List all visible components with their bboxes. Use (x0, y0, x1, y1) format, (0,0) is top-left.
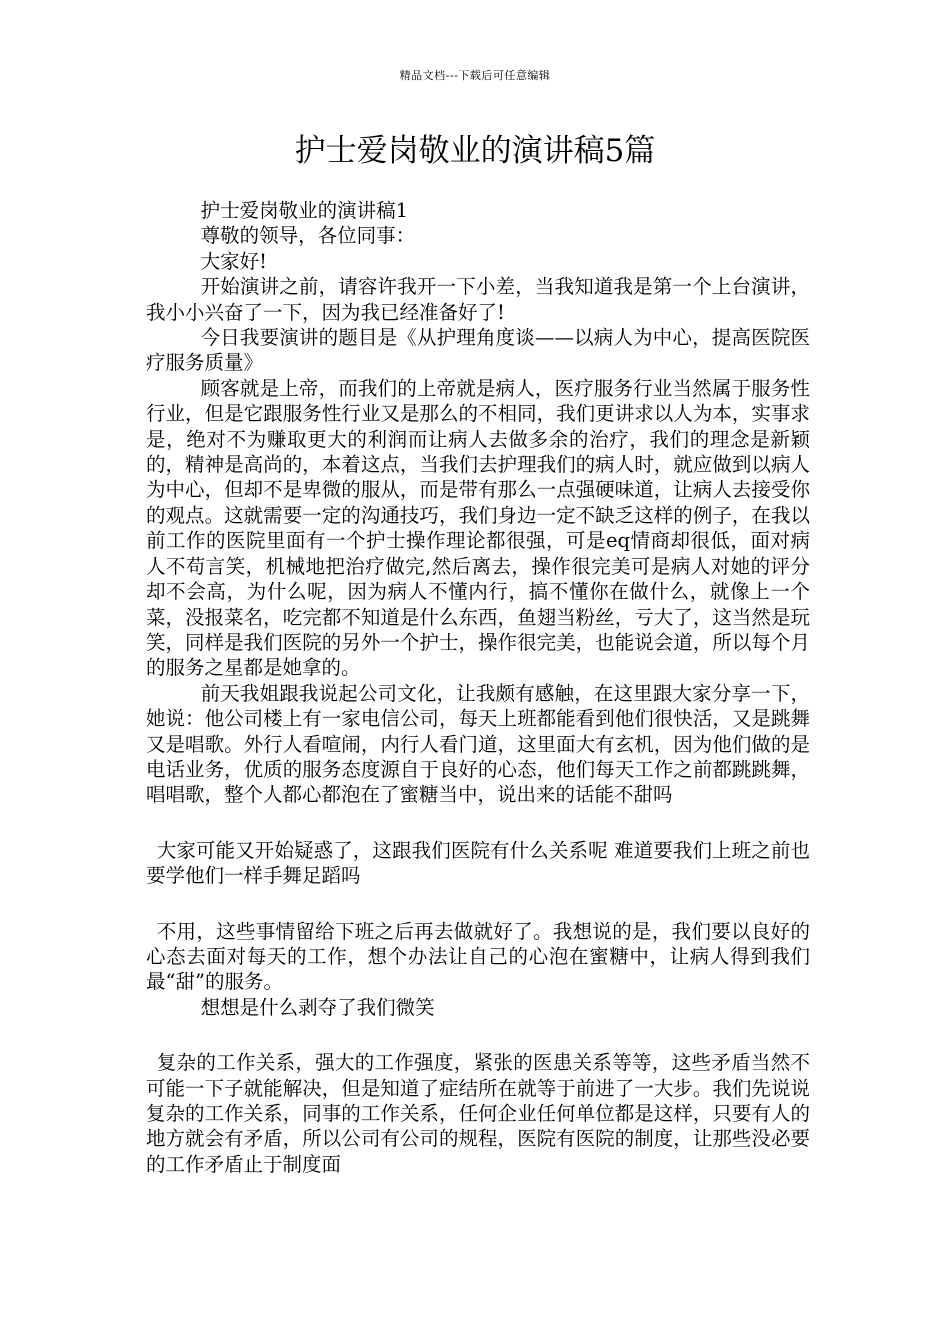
paragraph: 不用，这些事情留给下班之后再去做就好了。我想说的是，我们要以良好的心态去面对每天的工作，想个办法让自己的心泡在蜜糖中，让病人得到我们最“甜”的服务。 (146, 919, 810, 994)
paragraph: 复杂的工作关系，强大的工作强度，紧张的医患关系等等，这些矛盾当然不可能一下子就能解决，但是知道了症结所在就等于前进了一大步。我们先说说复杂的工作关系，同事的工作关系，任何企业任何单位都是这样，只要有人的地方就会有矛盾，所以公司有公司的规程，医院有医院的制度，让那些没必要的工作矛盾止于制度面 (146, 1051, 810, 1176)
salutation: 尊敬的领导，各位同事： (200, 224, 416, 248)
document-body (146, 198, 810, 1177)
section-heading: 护士爱岗敬业的演讲稿1 (200, 199, 409, 222)
paragraph: 顾客就是上帝，而我们的上帝就是病人，医疗服务行业当然属于服务性行业，但是它跟服务性行业又是那么的不相同，我们更讲求以人为本，实事求是，绝对不为赚取更大的利润而让病人去做多余的治疗，我们的理念是新颖的，精神是高尚的，本着这点，当我们去护理我们的病人时，就应做到以病人为中心，但却不是卑微的服从，而是带有那么一点强硬味道，让病人去接受你的观点。这就需要一定的沟通技巧，我们身边一定不缺乏这样的例子，在我以前工作的医院里面有一个护士操作理论都很强，可是eq情商却很低，面对病人不苟言笑，机械地把治疗做完,然后离去，操作很完美可是病人对她的评分却不会高，为什么呢，因为病人不懂内行，搞不懂你在做什么，就像上一个菜，没报菜名，吃完都不知道是什么东西，鱼翅当粉丝，亏大了，这当然是玩笑，同样是我们医院的另外一个护士，操作很完美，也能说会道，所以每个月的服务之星都是她拿的。 (146, 376, 810, 680)
header-note: 精品文档---下载后可任意编辑 (399, 69, 551, 82)
document-title: 护士爱岗敬业的演讲稿5篇 (294, 133, 656, 169)
paragraph: 开始演讲之前，请容许我开一下小差，当我知道我是第一个上台演讲，我小小兴奋了一下，因为我已经准备好了! (146, 275, 810, 324)
paragraph: 今日我要演讲的题目是《从护理角度谈——以病人为中心，提高医院医疗服务质量》 (146, 326, 810, 375)
greeting: 大家好! (200, 249, 267, 273)
paragraph: 前天我姐跟我说起公司文化，让我颇有感触，在这里跟大家分享一下，她说：他公司楼上有一家电信公司，每天上班都能看到他们很快活，又是跳舞又是唱歌。外行人看喧闹，内行人看门道，这里面大有玄机，因为他们做的是电话业务，优质的服务态度源自于良好的心态，他们每天工作之前都跳跳舞，唱唱歌，整个人都心都泡在了蜜糖当中，说出来的话能不甜吗 (146, 681, 810, 807)
paragraph: 想想是什么剥夺了我们微笑 (200, 995, 435, 1019)
paragraph: 大家可能又开始疑惑了，这跟我们医院有什么关系呢 难道要我们上班之前也要学他们一样手舞足蹈吗 (146, 838, 810, 888)
